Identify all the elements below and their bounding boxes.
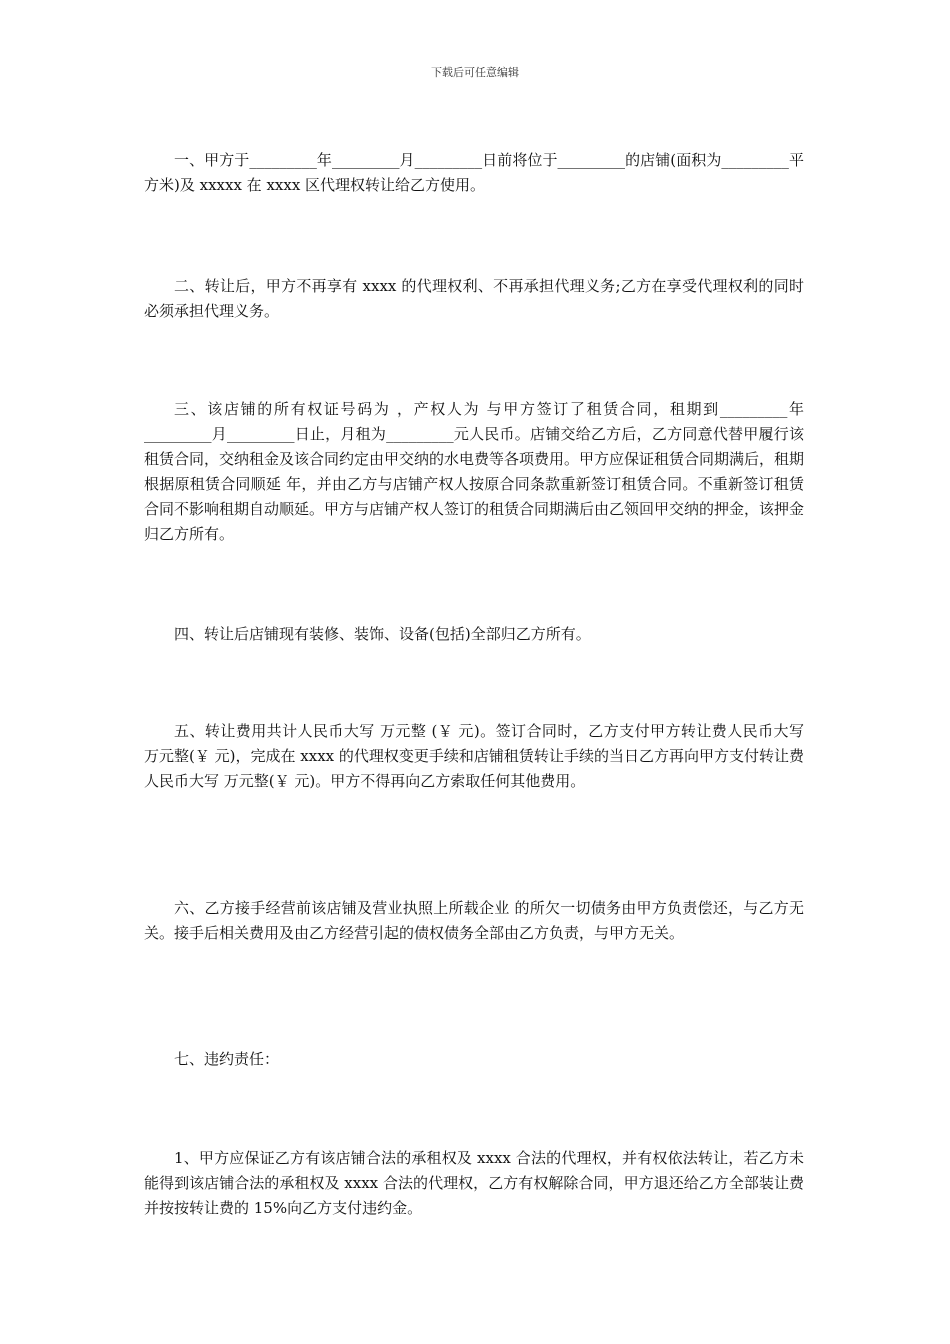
clause-7-heading: 七、违约责任： [174,1050,280,1068]
clause-7-item-1: 1、甲方应保证乙方有该店铺合法的承租权及 xxxx 合法的代理权，并有权依法转让，若乙方未能得到该店铺合法的承租权及 xxxx 合法的代理权，乙方有权解除合同，甲方退还给乙方全部装让费并按按转让费的 15%向乙方支付违约金。 [144,1149,804,1217]
page-header: 下载后可任意编辑 [431,66,519,79]
clause-2: 二、转让后，甲方不再享有 xxxx 的代理权利、不再承担代理义务;乙方在享受代理权利的同时必须承担代理义务。 [144,277,804,320]
clause-3: 三、该店铺的所有权证号码为 ，产权人为 与甲方签订了租赁合同，租期到_________年_________月_________日止，月租为_________元人民币。店铺交给乙方后，乙方同意代替甲履行该租赁合同，交纳租金及该合同约定由甲交纳的水电费等各项费用。甲方应保证租赁合同期满后，租期根据原租赁合同顺延 年，并由乙方与店铺产权人按原合同条款重新签订租赁合同。不重新签订租赁合同不影响租期自动顺延。甲方与店铺产权人签订的租赁合同期满后由乙领回甲交纳的押金，该押金归乙方所有。 [144,400,805,543]
clause-1: 一、甲方于_________年_________月_________日前将位于_________的店铺(面积为_________平方米)及 xxxxx 在 xxxx 区代理权转让给乙方使用。 [144,151,804,194]
clause-5: 五、转让费用共计人民币大写 万元整 (￥ 元)。签订合同时，乙方支付甲方转让费人民币大写 万元整(￥ 元)，完成在 xxxx 的代理权变更手续和店铺租赁转让手续的当日乙方再向甲方支付转让费人民币大写 万元整(￥ 元)。甲方不得再向乙方索取任何其他费用。 [144,722,804,790]
clause-6: 六、乙方接手经营前该店铺及营业执照上所载企业 的所欠一切债务由甲方负责偿还，与乙方无关。接手后相关费用及由乙方经营引起的债权债务全部由乙方负责，与甲方无关。 [144,899,804,942]
clause-4: 四、转让后店铺现有装修、装饰、设备(包括)全部归乙方所有。 [174,625,591,643]
